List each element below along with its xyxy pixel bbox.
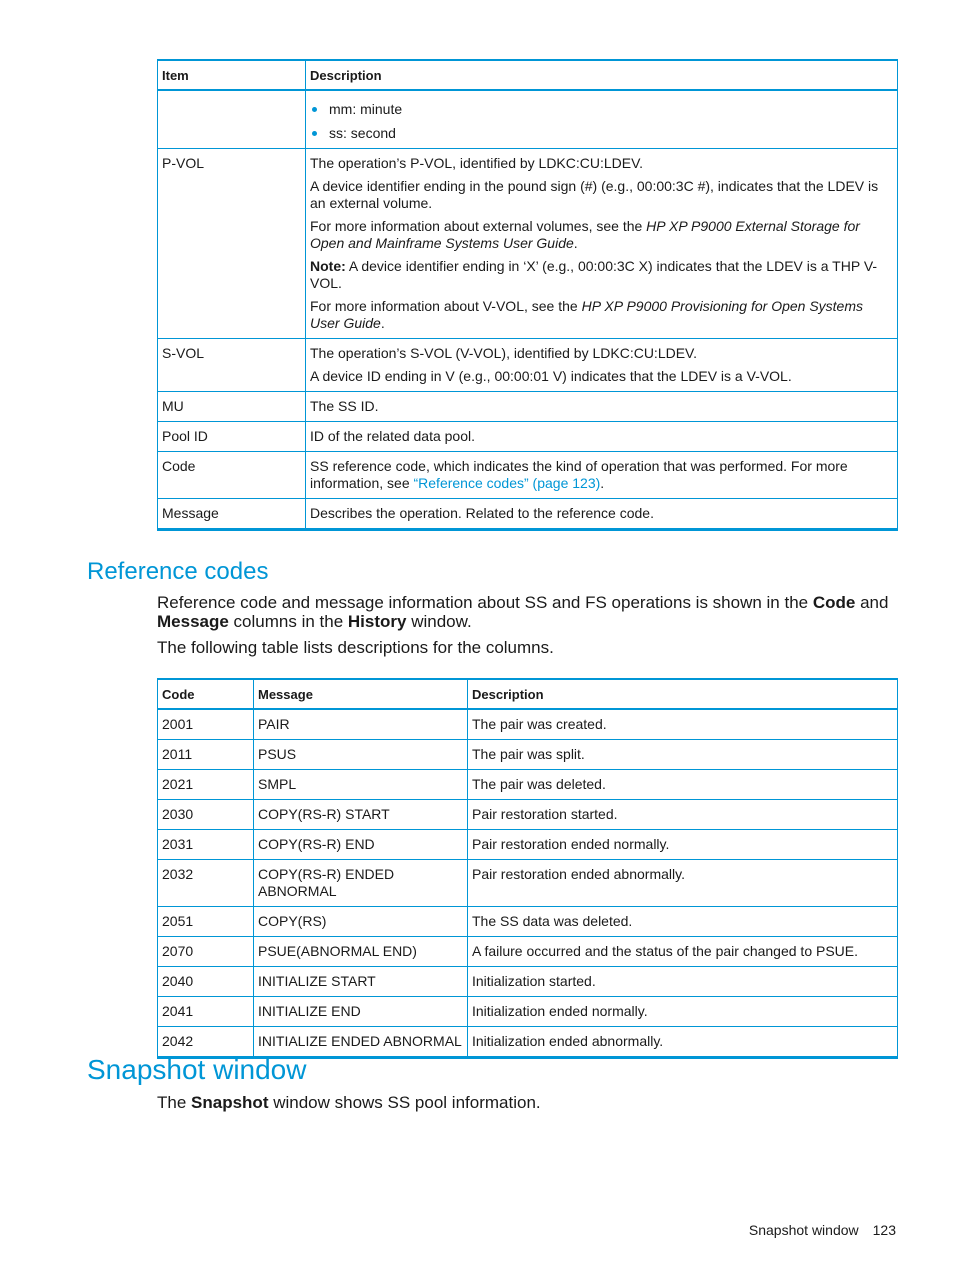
description-cell: ID of the related data pool. [306,422,898,452]
code-cell: 2032 [158,860,254,907]
table-row [158,90,898,149]
description-cell [306,90,898,149]
message-cell: INITIALIZE END [254,997,468,1027]
description-cell: The pair was created. [468,709,898,740]
message-cell: COPY(RS-R) ENDED ABNORMAL [254,860,468,907]
doc-title: HP XP P9000 Provisioning for Open Systems User Guide [310,298,864,331]
code-cell: 2041 [158,997,254,1027]
table-row [158,149,898,339]
header-description: Description [468,679,898,709]
reference-codes-table [157,678,898,1059]
description-cell: Describes the operation. Related to the reference code. [306,499,898,530]
message-cell: COPY(RS) [254,907,468,937]
table-row [158,967,898,997]
table-lead-in: The following table lists descriptions for the columns. [157,638,554,657]
reference-codes-link[interactable]: “Reference codes” (page 123) [413,475,601,491]
description-cell: Initialization started. [468,967,898,997]
code-cell: 2031 [158,830,254,860]
header-description: Description [306,60,898,90]
snapshot-window-heading: Snapshot window [87,1054,307,1085]
message-cell: PAIR [254,709,468,740]
table-row [158,709,898,740]
description-cell: A failure occurred and the status of the pair changed to PSUE. [468,937,898,967]
description-cell: The operation’s S-VOL (V-VOL), identified by LDKC:CU:LDEV. A device ID ending in V (e.g., 00:00:01 V) indicates that the LDEV is a V-VOL. [306,339,898,392]
table-row [158,770,898,800]
header-code: Code [158,679,254,709]
description-cell: Initialization ended abnormally. [468,1027,898,1058]
table-row [158,499,898,530]
message-cell: SMPL [254,770,468,800]
item-description-table [157,59,898,531]
reference-codes-heading: Reference codes [87,558,269,585]
header-item: Item [158,60,306,90]
table-row [158,422,898,452]
table-header-row [158,60,898,90]
message-cell: COPY(RS-R) END [254,830,468,860]
table-row [158,339,898,392]
table-row [158,937,898,967]
message-cell: COPY(RS-R) START [254,800,468,830]
header-message: Message [254,679,468,709]
item-cell: Message [158,499,306,530]
table-header-row [158,679,898,709]
bullet-icon [312,131,317,136]
table-row [158,860,898,907]
code-cell: 2042 [158,1027,254,1058]
code-cell: 2070 [158,937,254,967]
table-row [158,907,898,937]
item-cell: MU [158,392,306,422]
description-cell: The pair was deleted. [468,770,898,800]
message-cell: INITIALIZE ENDED ABNORMAL [254,1027,468,1058]
table-row [158,800,898,830]
code-cell: 2011 [158,740,254,770]
description-cell: Pair restoration started. [468,800,898,830]
item-cell-empty [158,90,306,149]
doc-title: HP XP P9000 External Storage for Open and Mainframe Systems User Guide [310,218,860,251]
list-item: ss: second [310,125,893,142]
description-cell: The pair was split. [468,740,898,770]
message-cell: PSUS [254,740,468,770]
description-cell: The SS ID. [306,392,898,422]
table-row [158,1027,898,1058]
description-cell: Pair restoration ended abnormally. [468,860,898,907]
description-cell: The SS data was deleted. [468,907,898,937]
code-cell: 2051 [158,907,254,937]
code-cell: 2040 [158,967,254,997]
page-number: 123 [872,1222,896,1238]
table-row [158,997,898,1027]
reference-codes-intro: Reference code and message information about SS and FS operations is shown in the Code and Message columns in the History window. [157,593,889,631]
description-cell: Initialization ended normally. [468,997,898,1027]
code-cell: 2030 [158,800,254,830]
item-cell: Code [158,452,306,499]
time-format-list [310,101,893,142]
code-cell: 2021 [158,770,254,800]
item-cell: Pool ID [158,422,306,452]
snapshot-intro: The Snapshot window shows SS pool information. [157,1093,541,1112]
item-cell: P-VOL [158,149,306,339]
page-footer [749,1222,896,1238]
description-cell: Pair restoration ended normally. [468,830,898,860]
message-cell: INITIALIZE START [254,967,468,997]
item-cell: S-VOL [158,339,306,392]
footer-section-title: Snapshot window [748,1222,859,1238]
description-cell: SS reference code, which indicates the kind of operation that was performed. For more information, see “Reference codes” (page 123). [306,452,898,499]
description-cell: The operation’s P-VOL, identified by LDKC:CU:LDEV. A device identifier ending in the pound sign (#) (e.g., 00:00:3C #), indicates that the LDEV is an external volume. For more information about external volumes, see the HP XP P9000 External Storage for Open and Mainframe Systems User Guide. Note: A device identifier ending in ‘X’ (e.g., 00:00:3C X) indicates that the LDEV is a THP V-VOL. For more information about V-VOL, see the HP XP P9000 Provisioning for Open Systems User Guide. [306,149,898,339]
table-row [158,830,898,860]
code-cell: 2001 [158,709,254,740]
message-cell: PSUE(ABNORMAL END) [254,937,468,967]
table-row [158,740,898,770]
note: Note: A device identifier ending in ‘X’ (e.g., 00:00:3C X) indicates that the LDEV is a THP V-VOL. [310,258,878,291]
table-row [158,392,898,422]
table-row [158,452,898,499]
list-item: mm: minute [310,101,893,118]
bullet-icon [312,107,317,112]
